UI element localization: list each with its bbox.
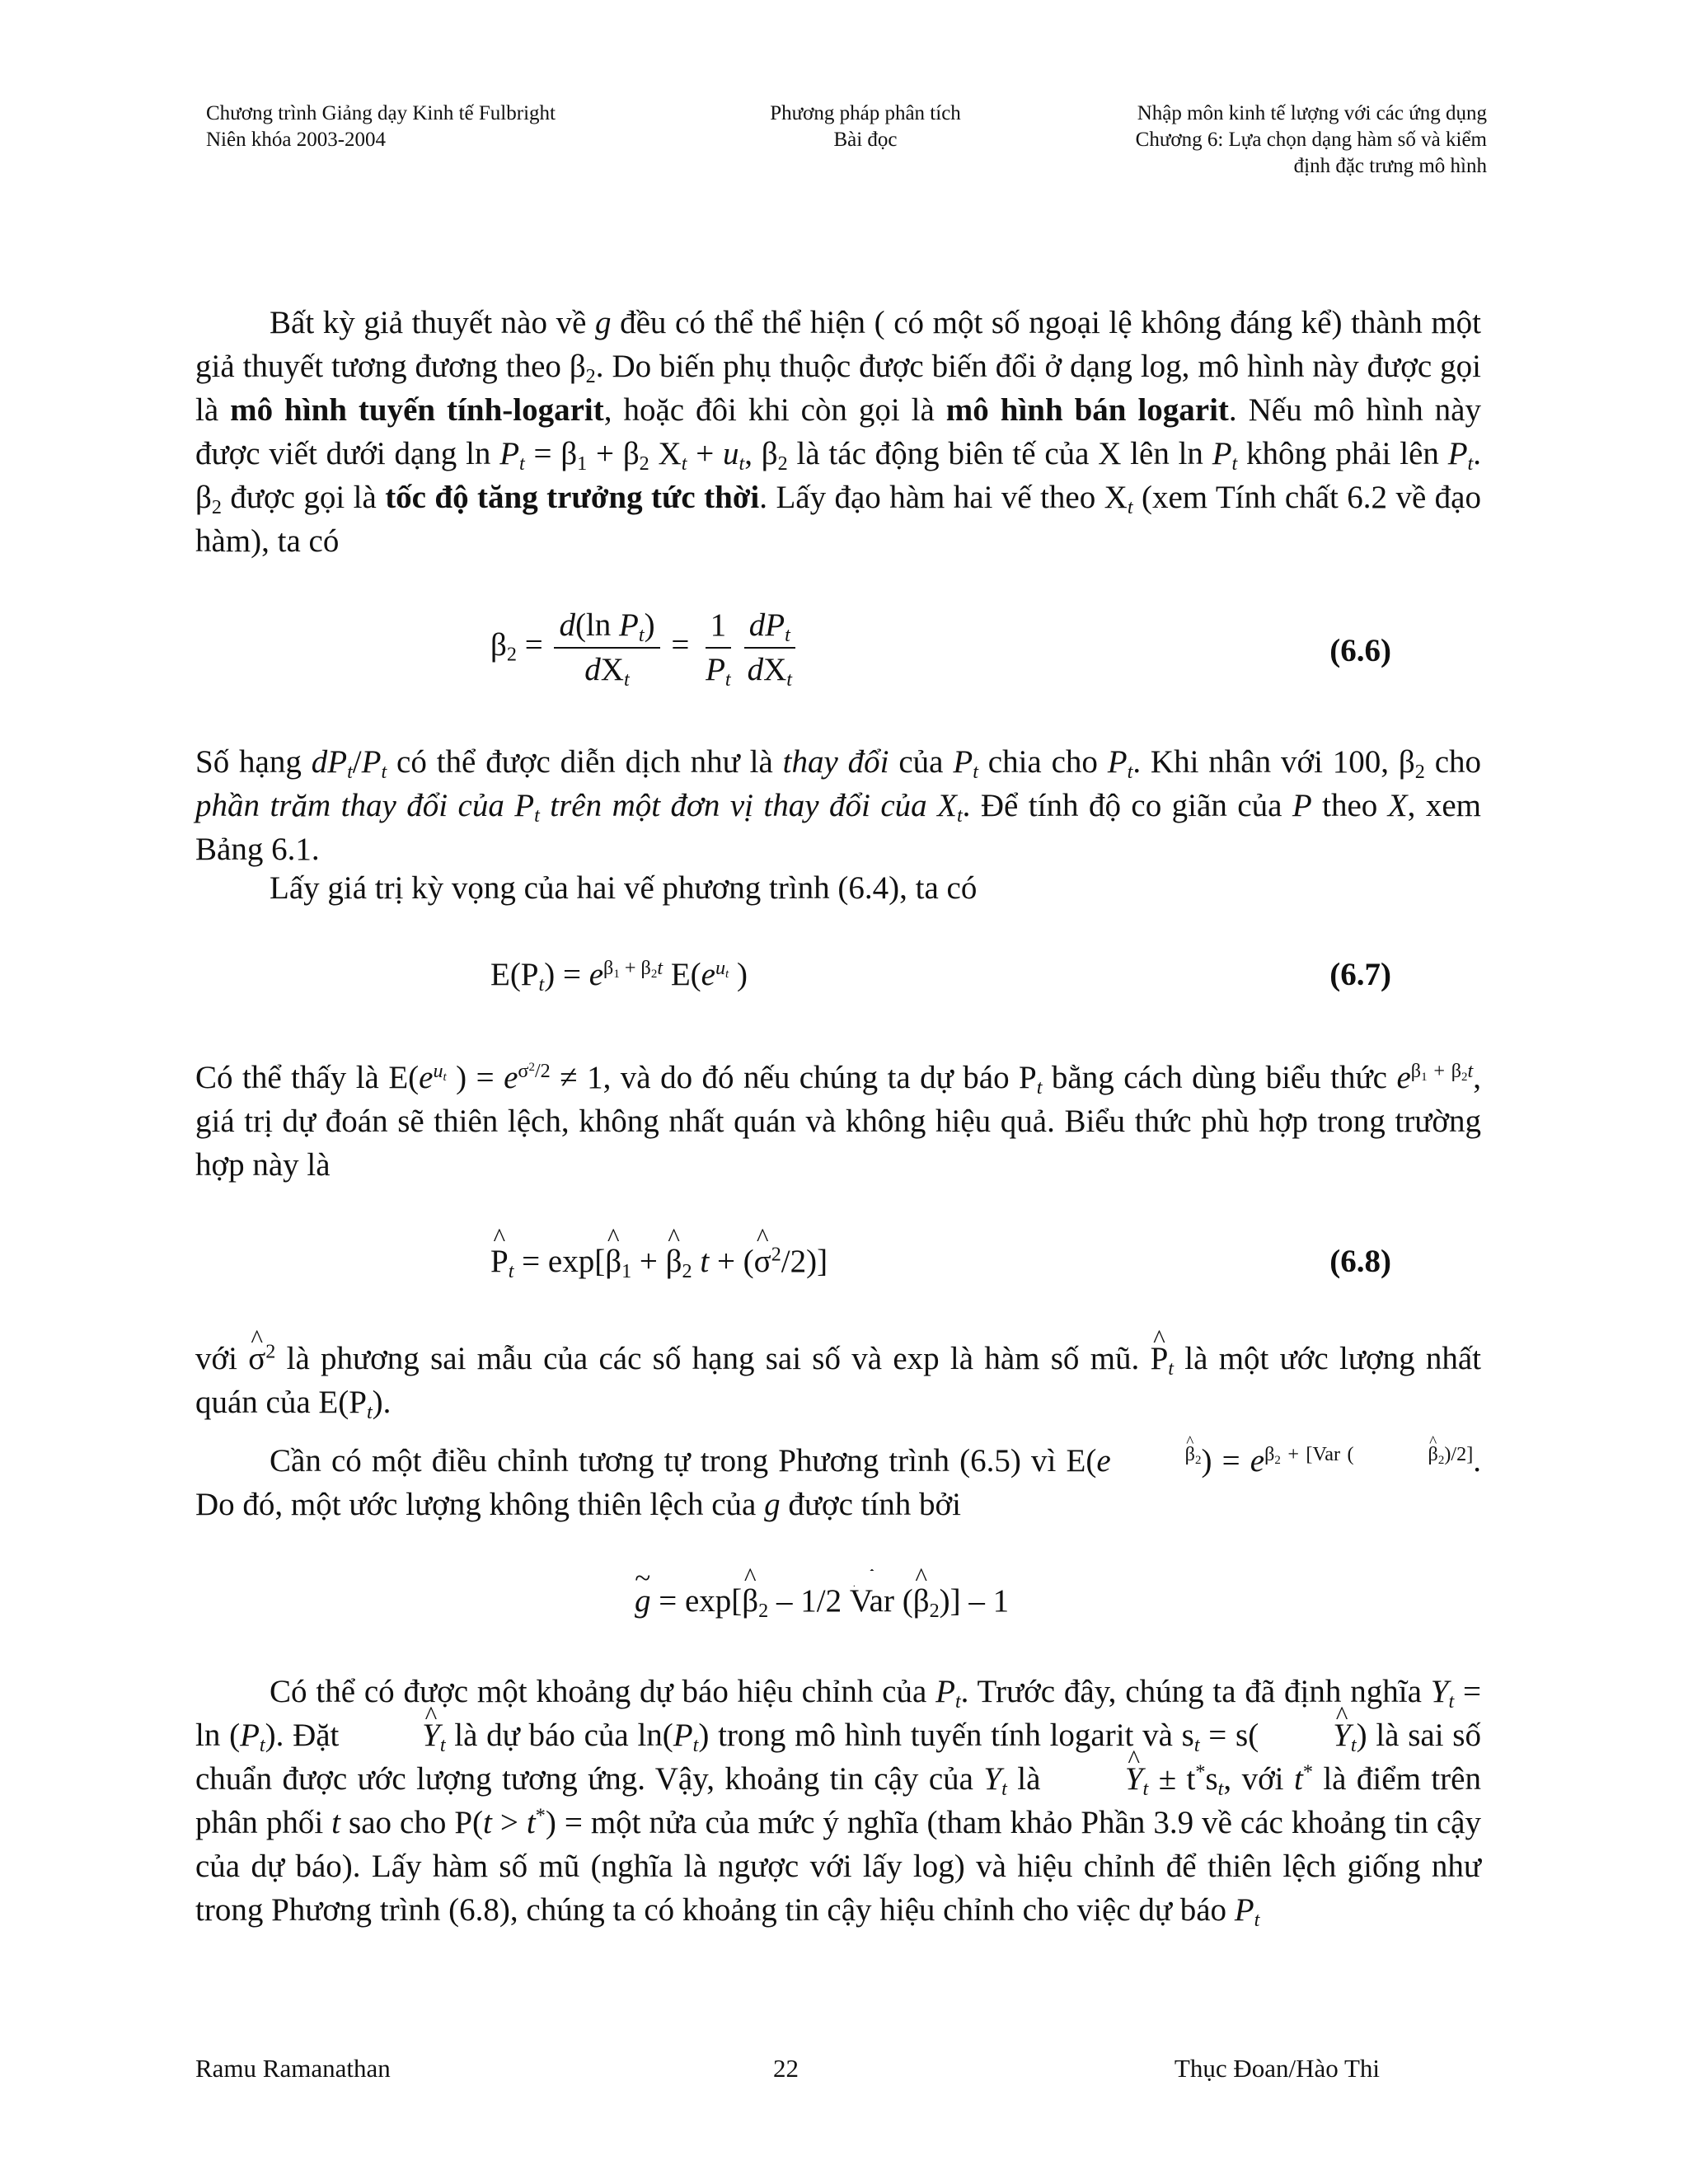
paragraph-1: Bất kỳ giả thuyết nào về g đều có thể thể hiện ( có một số ngoại lệ không đáng kể) thành một giả thuyết tương đương theo $\beta_2$. Do biến phụ thuộc được biến đổi ở dạng log, mô hình này được gọi là mô hình tuyến tính-logarit, hoặc đôi khi còn gọi là mô hình bán logarit. Nếu mô hình này được viết dưới dạng $\ln P_t = \beta_1 + \beta_2$ $X_t + u_t$, $\beta_2$ là tác động biên tế của X lên $\ln P_t$ không phải lên $P_t$. $\beta_2$ được gọi là tốc độ tăng trưởng tức thời. Lấy đạo hàm hai vế theo $X_t$ (xem Tính chất 6.2 về đạo hàm), ta có [195, 305, 1481, 559]
header-right [1136, 101, 1487, 180]
paragraph-5: với ^ $\sigma^2$ là phương sai mẫu của các số hạng sai số và exp là hàm số mũ. ^ $P_t$ là một ước lượng nhất quán của $E(P_t)$. [195, 1337, 1481, 1424]
paragraph-2: Số hạng $dP_t/P_t$ có thể được diễn dịch như là thay đổi của $P_t$ chia cho $P_t$. Khi nhân với 100, $\beta_2$ cho phần trăm thay đổi của $P_t$ trên một đơn vị thay đổi của $X_t$. Để tính độ co giãn của P theo X, xem Bảng 6.1. [195, 744, 1481, 867]
header-year: Niên khóa 2003-2004 [206, 129, 387, 151]
paragraph-3: Lấy giá trị kỳ vọng của hai vế phương trình (6.4), ta có [270, 870, 978, 906]
header-reading: Bài đọc [833, 129, 898, 151]
equation-6-7: $E(P_t) = e^{\beta_1 + \beta_2t}$ $E(e^{u_t}$ ) [490, 956, 748, 996]
equation-g-tilde: ~ g = exp[^ $\beta_2 - 1/2$ Var (^ $\beta_2)] - 1$ [635, 1582, 1009, 1619]
header-book: Nhập môn kinh tế lượng với các ứng dụng [1137, 102, 1487, 124]
paragraph-4: Có thể thấy là $E(e^{u_t}$ ) = $e^{\sigma^2/2} \ne 1$, và do đó nếu chúng ta dự báo $P_t$ bằng cách dùng biểu thức $e^{\beta_1 + \beta_2t}$, giá trị dự đoán sẽ thiên lệch, không nhất quán và không hiệu quả. Biểu thức phù hợp trong trường hợp này là [195, 1059, 1481, 1183]
footer-translators: Thục Đoan/Hào Thi [1174, 2054, 1380, 2083]
header-chapter: Chương 6: Lựa chọn dạng hàm số và kiểm [1135, 129, 1487, 151]
equation-6-8: ^ $P_t$ = exp[^ $\beta_1$ + ^ $\beta_2$ t + (^ $\sigma^2/2$)] [490, 1243, 828, 1280]
header-chapter-cont: định đặc trưng mô hình [1293, 155, 1487, 177]
footer-page-number: 22 [773, 2054, 799, 2083]
equation-6-6: $\beta_2$ = $\frac{d(\ln P_t)}{dX_t}$ = $\frac{1}{P_t}$ $\frac{dP_t}{dX_t}$ [490, 606, 800, 690]
header-program: Chương trình Giảng dạy Kinh tế Fulbright [206, 102, 556, 124]
header-center [725, 101, 1006, 153]
equation-number-6-6: (6.6) [1329, 633, 1391, 668]
equation-number-6-7: (6.7) [1329, 957, 1391, 992]
header-course: Phương pháp phân tích [770, 102, 961, 124]
footer-author: Ramu Ramanathan [195, 2054, 391, 2083]
paragraph-6: Cần có một điều chỉnh tương tự trong Phương trình (6.5) vì E(e $^{\beta_2}) = e^{\beta_2 + [Var ( \beta_2)/2]}$. Do đó, một ước lượng không thiên lệch của g được tính bởi [195, 1442, 1481, 1522]
header-left [206, 101, 556, 153]
paragraph-7: Có thể có được một khoảng dự báo hiệu chỉnh của $P_t$. Trước đây, chúng ta đã định nghĩa $Y_t = \ln (P_t)$. Đặt ^ $Y_t$ là dự báo của $\ln(P_t)$ trong mô hình tuyến tính logarit và $s_t$ = s(^ $Y_t$) là sai số chuẩn được ước lượng tương ứng. Vậy, khoảng tin cậy của $Y_t$ là ^ $Y_t \pm t^*s_t$, với t* là điểm trên phân phối t sao cho P(t > t*) = một nửa của mức ý nghĩa (tham khảo Phần 3.9 về các khoảng tin cậy của dự báo). Lấy hàm số mũ (nghĩa là ngược với lấy log) và hiệu chỉnh để thiên lệch giống như trong Phương trình (6.8), chúng ta có khoảng tin cậy hiệu chỉnh cho việc dự báo $P_t$ [195, 1670, 1481, 1932]
equation-number-6-8: (6.8) [1329, 1244, 1391, 1279]
